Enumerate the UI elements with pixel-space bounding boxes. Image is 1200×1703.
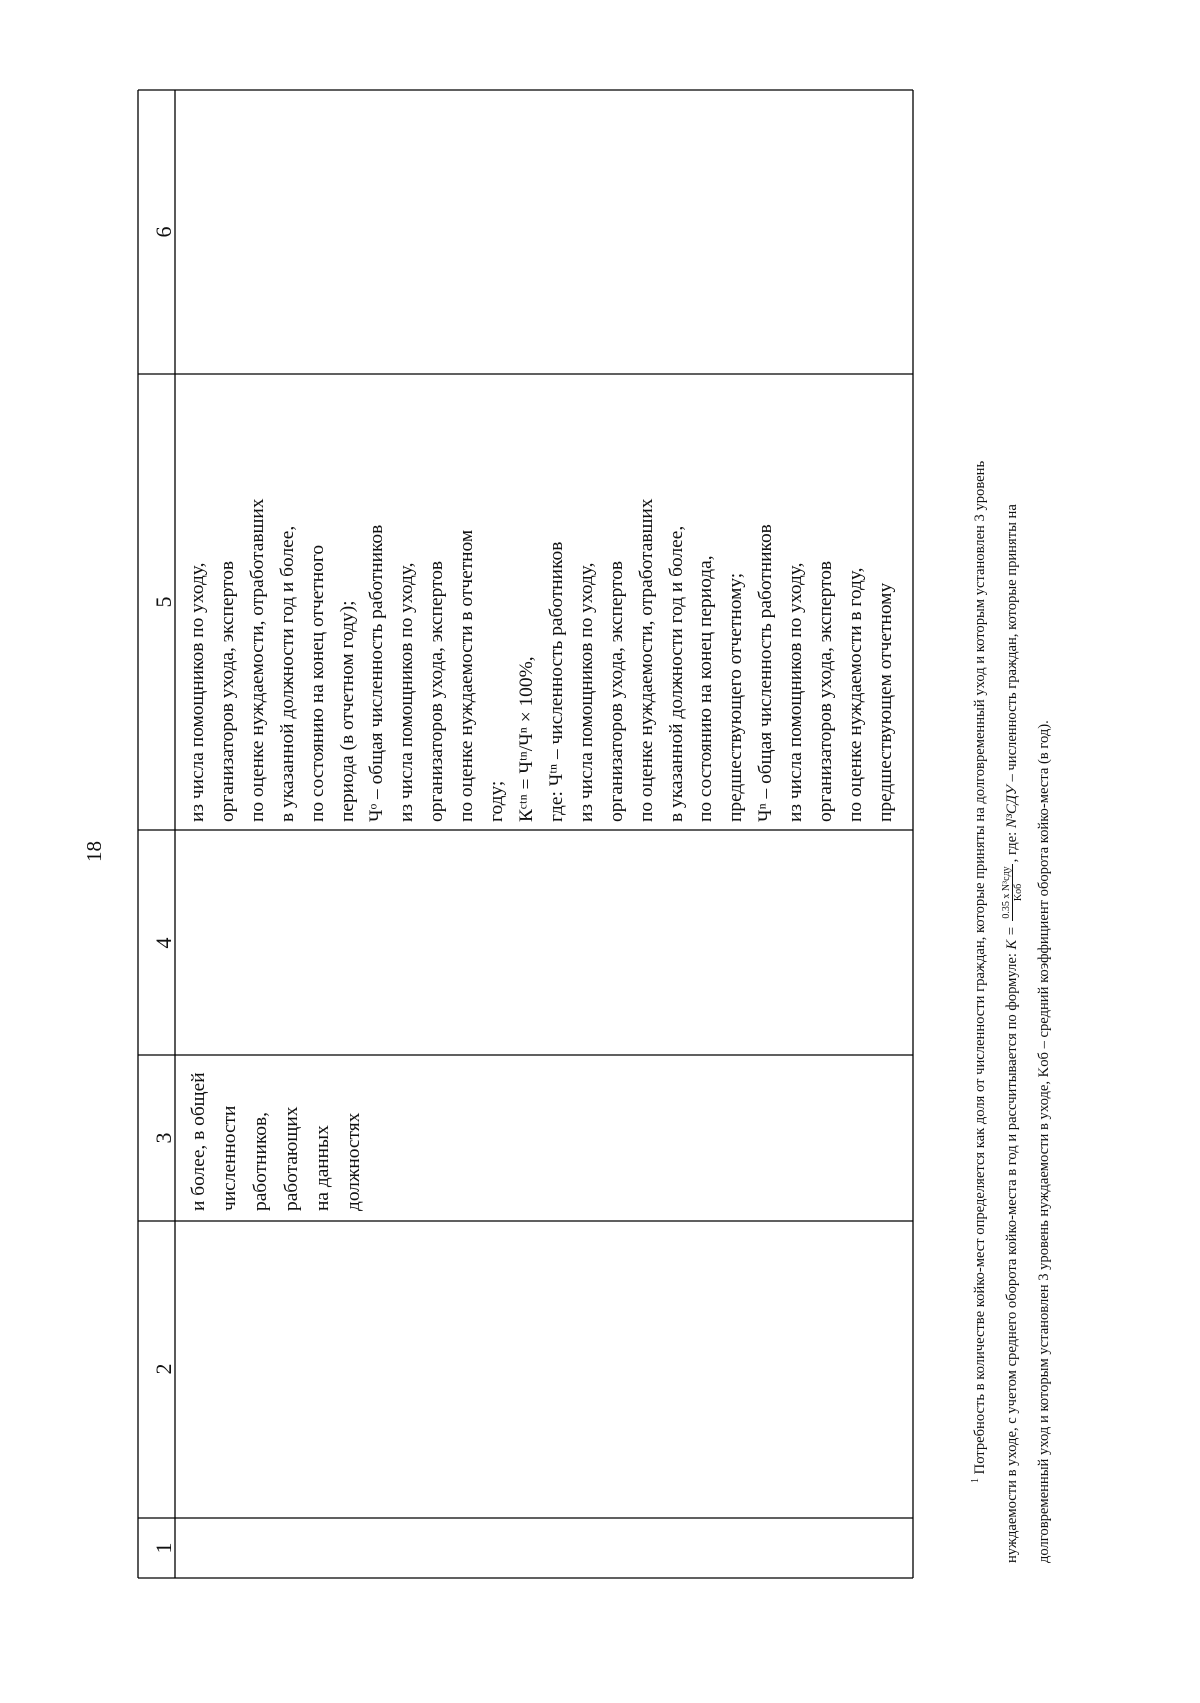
header-col-4: 4 xyxy=(151,937,176,949)
footnote-line-1 xyxy=(960,123,996,1563)
col5-formula-line: Кᶜᵗⁿ = Чᵗⁿ/Чⁿ × 100%, xyxy=(515,656,537,822)
formula-denominator: Kоб xyxy=(1013,883,1025,902)
col5-line: Чᵒ – общая численность работников xyxy=(366,524,388,822)
header-col-5: 5 xyxy=(151,596,176,608)
page-number: 18 xyxy=(82,841,106,862)
col5-line: где: Чᵗⁿ – численность работников xyxy=(545,541,567,822)
col5-line: периода (в отчетном году); xyxy=(336,600,358,822)
formula-k: K = xyxy=(1003,926,1020,950)
formula-n: N³СДУ xyxy=(1003,785,1020,829)
col5-line: по оценке нуждаемости, отработавших xyxy=(635,498,657,822)
footnote-marker: 1 xyxy=(970,1478,981,1483)
col5-line: в указанной должности год и более, xyxy=(665,525,687,822)
header-col-1: 1 xyxy=(151,1542,176,1554)
formula-fraction xyxy=(1001,864,1024,920)
footnote xyxy=(960,123,1060,1563)
col5-line: по состоянию на конец отчетного xyxy=(306,544,328,822)
col5-line: из числа помощников по уходу, xyxy=(785,562,807,822)
col5-line: по оценке нуждаемости, отработавших xyxy=(246,498,268,822)
col3-line: должностях xyxy=(343,1112,364,1211)
col3-line: и более, в общей xyxy=(188,1072,209,1211)
col5-line: из числа помощников по уходу, xyxy=(187,562,208,822)
footnote-text-2b: , где: xyxy=(1003,831,1020,863)
col5-line: по состоянию на конец периода, xyxy=(695,555,717,822)
col3-line: численности xyxy=(219,1105,240,1211)
header-col-6: 6 xyxy=(151,226,176,238)
col5-line: организаторов ухода, экспертов xyxy=(815,560,837,822)
col3-line: работников, xyxy=(250,1112,271,1211)
col5-line: организаторов ухода, экспертов xyxy=(216,560,238,822)
col5-line: организаторов ухода, экспертов xyxy=(426,560,448,822)
col5-line: по оценке нуждаемости в году, xyxy=(844,567,866,822)
col5-line: организаторов ухода, экспертов xyxy=(605,560,627,822)
col5-line: предшествующего отчетному; xyxy=(725,572,747,822)
col5-line: в указанной должности год и более, xyxy=(276,525,298,822)
footnote-text-2a: нуждаемости в уходе, с учетом среднего оборота койко-места в год и рассчитывается по формуле: xyxy=(1003,953,1020,1563)
footnote-text-2c: – численность граждан, которые приняты на xyxy=(1003,504,1020,782)
header-col-3: 3 xyxy=(151,1132,176,1144)
col5-line: предшествующем отчетному xyxy=(874,582,896,822)
col5-cell xyxy=(183,499,901,823)
col3-cell xyxy=(183,1072,369,1211)
col5-line: из числа помощников по уходу, xyxy=(575,562,597,822)
footnote-line-2 xyxy=(996,123,1028,1563)
col5-line: году; xyxy=(486,780,508,822)
col3-line: на данных xyxy=(312,1125,333,1211)
col5-line: по оценке нуждаемости в отчетном xyxy=(456,529,478,822)
col5-line: Чⁿ – общая численность работников xyxy=(755,524,777,822)
footnote-line-3: долговременный уход и которым установлен 3 уровень нуждаемости в уходе, Kоб – средний коэффициент оборота койко-места (в год). xyxy=(1035,720,1052,1563)
formula-numerator: 0.35 x N³сду xyxy=(1001,866,1013,919)
col3-line: работающих xyxy=(281,1106,302,1211)
footnote-text-1: Потребность в количестве койко-мест определяется как доля от численности граждан, которые приняты на долговременный уход и которым установлен 3 уровень xyxy=(971,460,988,1475)
col5-line: из числа помощников по уходу, xyxy=(396,562,418,822)
header-col-2: 2 xyxy=(151,1363,176,1375)
